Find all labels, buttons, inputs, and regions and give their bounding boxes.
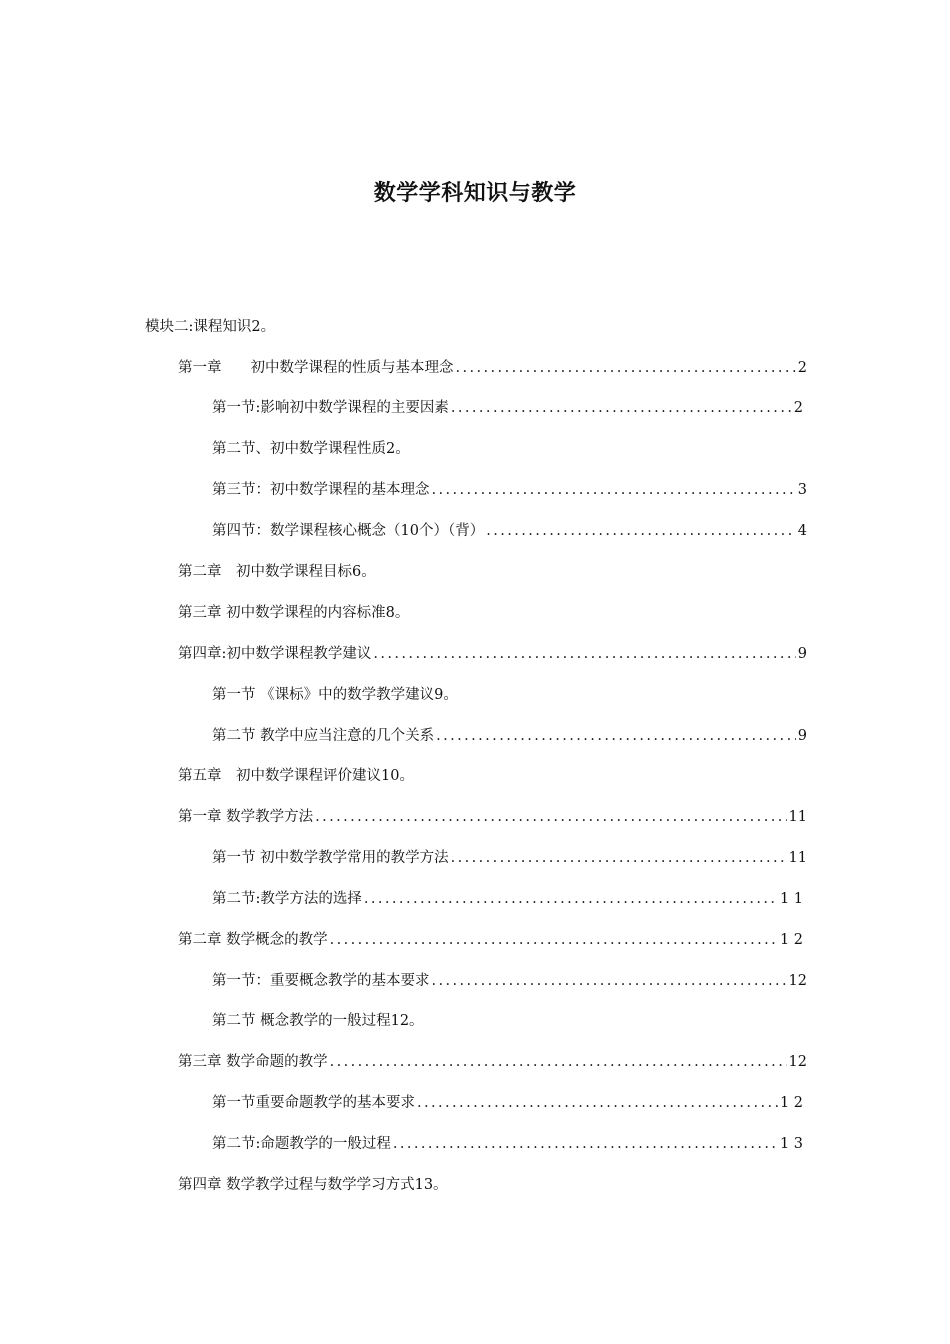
dot-leader <box>432 970 787 992</box>
toc-entry-section[interactable] <box>212 1092 803 1114</box>
toc-entry-label: 第五章 初中数学课程评价建议10。 <box>178 768 414 784</box>
toc-entry-label: 第四章 数学教学过程与数学学习方式13。 <box>178 1177 448 1193</box>
dot-leader <box>432 479 796 501</box>
toc-page-number: 12 <box>788 973 807 989</box>
toc-entry-label: 第一节 《课标》中的数学教学建议9。 <box>212 687 458 703</box>
toc-entry-label: 第二章 初中数学课程目标6。 <box>178 564 376 580</box>
dot-leader <box>451 397 792 419</box>
toc-page-number: 1 2 <box>779 1095 803 1111</box>
dot-leader <box>330 929 778 951</box>
toc-entry-section[interactable] <box>212 888 803 910</box>
toc-page-number: 2 <box>797 360 807 376</box>
dot-leader <box>451 847 787 869</box>
toc-entry-label: 第一节重要命题教学的基本要求 <box>212 1095 415 1111</box>
toc-page-number: 1 1 <box>779 891 803 907</box>
toc-entry-label: 第一节 初中数学教学常用的教学方法 <box>212 850 449 866</box>
toc-entry-label: 第三节：初中数学课程的基本理念 <box>212 482 430 498</box>
dot-leader <box>417 1092 778 1114</box>
toc-page-number: 2 <box>793 400 803 416</box>
toc-entry-section[interactable] <box>212 438 807 460</box>
toc-entry-chapter[interactable] <box>178 929 803 951</box>
toc-entry-section[interactable] <box>212 479 807 501</box>
document-title: 数学学科知识与教学 <box>373 180 577 206</box>
toc-entry-section[interactable] <box>212 725 807 747</box>
toc-entry-label: 第二节:教学方法的选择 <box>212 891 362 907</box>
toc-page-number: 3 <box>797 482 807 498</box>
toc-entry-chapter[interactable] <box>178 602 807 624</box>
dot-leader <box>486 520 796 542</box>
toc-entry-label: 第三章 数学命题的教学 <box>178 1054 328 1070</box>
toc-page-number: 11 <box>788 809 807 825</box>
toc-page-number: 9 <box>797 646 807 662</box>
toc-entry-section[interactable] <box>212 520 807 542</box>
toc-entry-label: 第二节 概念教学的一般过程12。 <box>212 1013 424 1029</box>
toc-page-number: 1 2 <box>779 932 803 948</box>
toc-entry-label: 第二章 数学概念的教学 <box>178 932 328 948</box>
toc-entry-label: 第三章 初中数学课程的内容标准8。 <box>178 605 410 621</box>
toc-page-number: 11 <box>788 850 807 866</box>
toc-entry-label: 第一节：重要概念教学的基本要求 <box>212 973 430 989</box>
toc-entry-label: 模块二:课程知识2。 <box>145 319 276 335</box>
toc-entry-chapter[interactable] <box>178 357 807 379</box>
toc-page-number: 12 <box>788 1054 807 1070</box>
toc-entry-label: 第四章:初中数学课程教学建议 <box>178 646 372 662</box>
dot-leader <box>456 357 796 379</box>
toc-entry-chapter[interactable] <box>178 643 807 665</box>
toc-entry-section[interactable] <box>212 1010 807 1032</box>
dot-leader <box>315 806 786 828</box>
toc-entry-section[interactable] <box>212 970 807 992</box>
dot-leader <box>373 643 795 665</box>
toc-entry-chapter[interactable] <box>178 1051 807 1073</box>
toc-entry-chapter[interactable] <box>178 561 807 583</box>
toc-entry-section[interactable] <box>212 397 803 419</box>
toc-page-number: 9 <box>797 728 807 744</box>
toc-entry-section[interactable] <box>212 1133 803 1155</box>
dot-leader <box>436 725 796 747</box>
toc-entry-section[interactable] <box>212 847 807 869</box>
toc-entry-label: 第一章 初中数学课程的性质与基本理念 <box>178 360 454 376</box>
dot-leader <box>330 1051 787 1073</box>
toc-entry-chapter[interactable] <box>178 806 807 828</box>
toc-entry-label: 第一章 数学教学方法 <box>178 809 314 825</box>
toc-entry-chapter[interactable] <box>178 1174 807 1196</box>
toc-entry-section[interactable] <box>212 684 807 706</box>
toc-entry-chapter[interactable] <box>178 765 807 787</box>
toc-entry-label: 第二节:命题教学的一般过程 <box>212 1136 391 1152</box>
toc-entry-module[interactable] <box>145 316 805 338</box>
dot-leader <box>364 888 778 910</box>
toc-page-number: 4 <box>797 523 807 539</box>
toc-entry-label: 第二节 教学中应当注意的几个关系 <box>212 728 435 744</box>
toc-entry-label: 第二节、初中数学课程性质2。 <box>212 441 410 457</box>
toc-entry-label: 第四节：数学课程核心概念（10个）（背） <box>212 523 485 539</box>
toc-page-number: 1 3 <box>779 1136 803 1152</box>
dot-leader <box>393 1133 778 1155</box>
toc-entry-label: 第一节:影响初中数学课程的主要因素 <box>212 400 449 416</box>
